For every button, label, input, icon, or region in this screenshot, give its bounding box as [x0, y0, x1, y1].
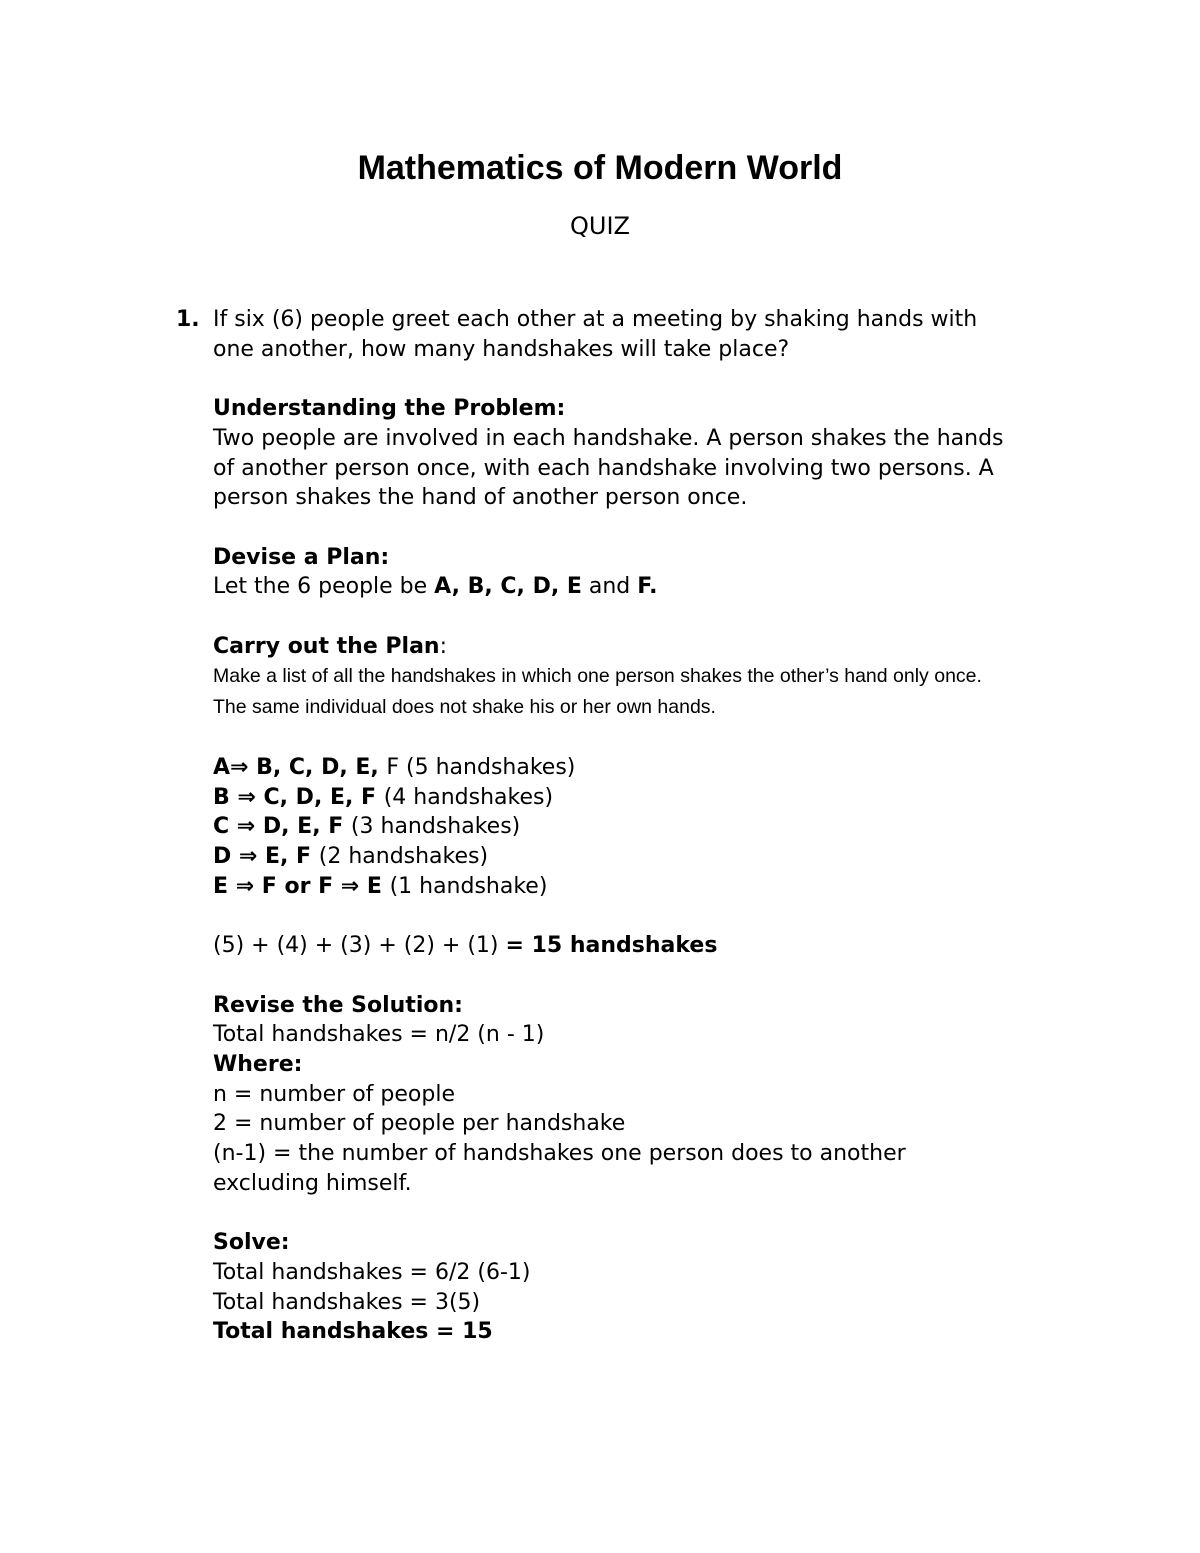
- handshake-row: [213, 842, 1093, 872]
- handshake-row-bold: C ⇒ D, E, F: [213, 814, 351, 840]
- handshake-row: [213, 753, 1093, 783]
- sum-result: = 15 handshakes: [505, 933, 718, 959]
- definition-line: (n-1) = the number of handshakes one person does to another: [213, 1141, 906, 1167]
- handshake-row-bold: E ⇒ F or F ⇒ E: [213, 873, 390, 899]
- devise-last: F.: [637, 574, 658, 600]
- devise-line: [213, 572, 1093, 602]
- handshake-row-count: (2 handshakes): [318, 844, 489, 870]
- question-line: one another, how many handshakes will take place?: [213, 336, 790, 362]
- revise-formula: Total handshakes = n/2 (n - 1): [213, 1022, 545, 1048]
- document-subtitle: QUIZ: [570, 212, 630, 240]
- question-body: [213, 305, 1093, 1347]
- handshake-row-count: F (5 handshakes): [386, 755, 576, 781]
- definition-line: 2 = number of people per handshake: [213, 1111, 626, 1137]
- devise-heading: Devise a Plan:: [213, 544, 390, 570]
- devise-prefix: Let the 6 people be: [213, 574, 435, 600]
- question-number: 1.: [176, 307, 200, 332]
- handshake-row-bold: A⇒ B, C, D, E,: [213, 755, 387, 781]
- question-line: If six (6) people greet each other at a meeting by shaking hands with: [213, 307, 978, 332]
- handshake-row-count: (3 handshakes): [350, 814, 521, 840]
- understanding-line: person shakes the hand of another person once.: [213, 485, 748, 511]
- where-label: Where:: [213, 1052, 303, 1078]
- handshake-row-bold: B ⇒ C, D, E, F: [213, 784, 384, 810]
- understanding-line: Two people are involved in each handshake. A person shakes the hands: [213, 425, 1004, 451]
- document-title: Mathematics of Modern World: [357, 149, 843, 187]
- carry-out-heading: Carry out the Plan: [213, 633, 440, 659]
- carry-out-note: Make a list of all the handshakes in which one person shakes the other’s hand only once.: [213, 665, 982, 688]
- carry-out-note: The same individual does not shake his or her own hands.: [213, 696, 716, 719]
- sum-line: [213, 931, 1093, 961]
- handshake-row-count: (4 handshakes): [383, 784, 554, 810]
- handshake-row: [213, 812, 1093, 842]
- carry-out-heading-line: [213, 632, 1093, 662]
- definition-line: n = number of people: [213, 1081, 455, 1107]
- solve-answer: Total handshakes = 15: [213, 1319, 493, 1345]
- revise-heading: Revise the Solution:: [213, 992, 463, 1018]
- handshake-row-count: (1 handshake): [389, 873, 548, 899]
- solve-step: Total handshakes = 6/2 (6-1): [213, 1259, 531, 1285]
- handshake-row: [213, 872, 1093, 902]
- handshake-row: [213, 783, 1093, 813]
- definition-line: excluding himself.: [213, 1170, 412, 1196]
- handshake-row-bold: D ⇒ E, F: [213, 844, 319, 870]
- sum-terms: (5) + (4) + (3) + (2) + (1): [213, 933, 506, 959]
- understanding-line: of another person once, with each handshake involving two persons. A: [213, 455, 994, 481]
- devise-and: and: [581, 574, 638, 600]
- solve-heading: Solve:: [213, 1230, 290, 1256]
- understanding-heading: Understanding the Problem:: [213, 396, 566, 422]
- carry-out-colon: :: [439, 633, 447, 659]
- solve-step: Total handshakes = 3(5): [213, 1289, 481, 1315]
- devise-people: A, B, C, D, E: [434, 574, 582, 600]
